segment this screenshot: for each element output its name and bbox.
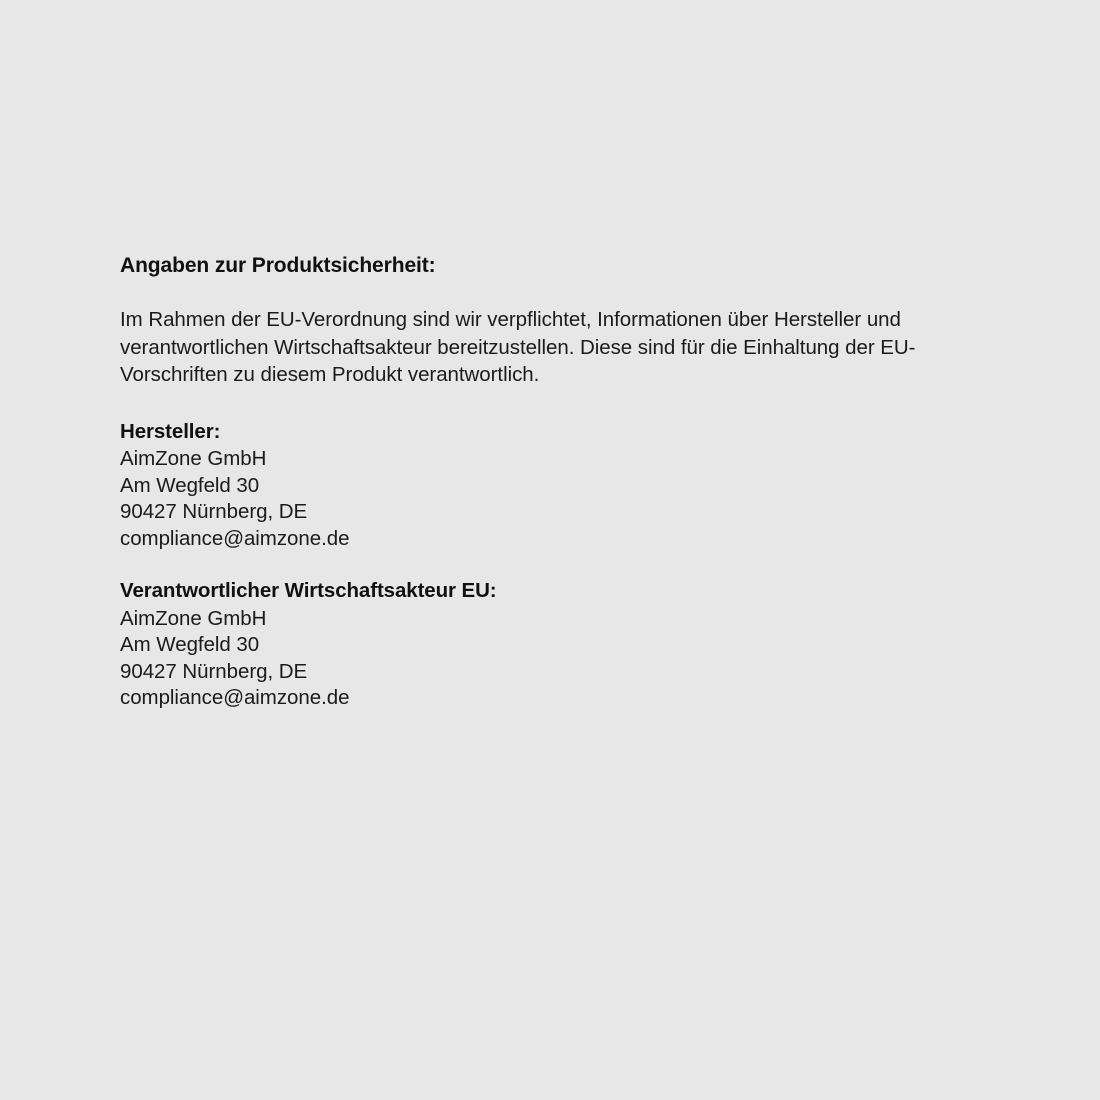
page-title: Angaben zur Produktsicherheit: [120, 254, 436, 277]
responsible-operator-title: Verantwortlicher Wirtschaftsakteur EU: [120, 579, 497, 602]
manufacturer-city: 90427 Nürnberg, DE [120, 500, 308, 523]
manufacturer-title: Hersteller: [120, 419, 221, 443]
manufacturer-email: compliance@aimzone.de [120, 526, 350, 550]
responsible-operator-company: AimZone GmbH [120, 606, 267, 630]
intro-paragraph: Im Rahmen der EU-Verordnung sind wir verpflichtet, Informationen über Hersteller und verantwortlichen Wirtschaftsakteur bereitzustellen. Diese sind für die Einhaltung der EU-Vorschriften zu diesem Produkt verantwortlich. [120, 308, 916, 386]
manufacturer-company: AimZone GmbH [120, 447, 267, 470]
product-safety-content [120, 252, 980, 712]
manufacturer-street: Am Wegfeld 30 [120, 473, 260, 497]
manufacturer-block [120, 419, 980, 553]
responsible-operator-street: Am Wegfeld 30 [120, 633, 260, 656]
responsible-operator-email: compliance@aimzone.de [120, 686, 350, 709]
responsible-operator-block [120, 578, 980, 712]
responsible-operator-city: 90427 Nürnberg, DE [120, 659, 308, 683]
